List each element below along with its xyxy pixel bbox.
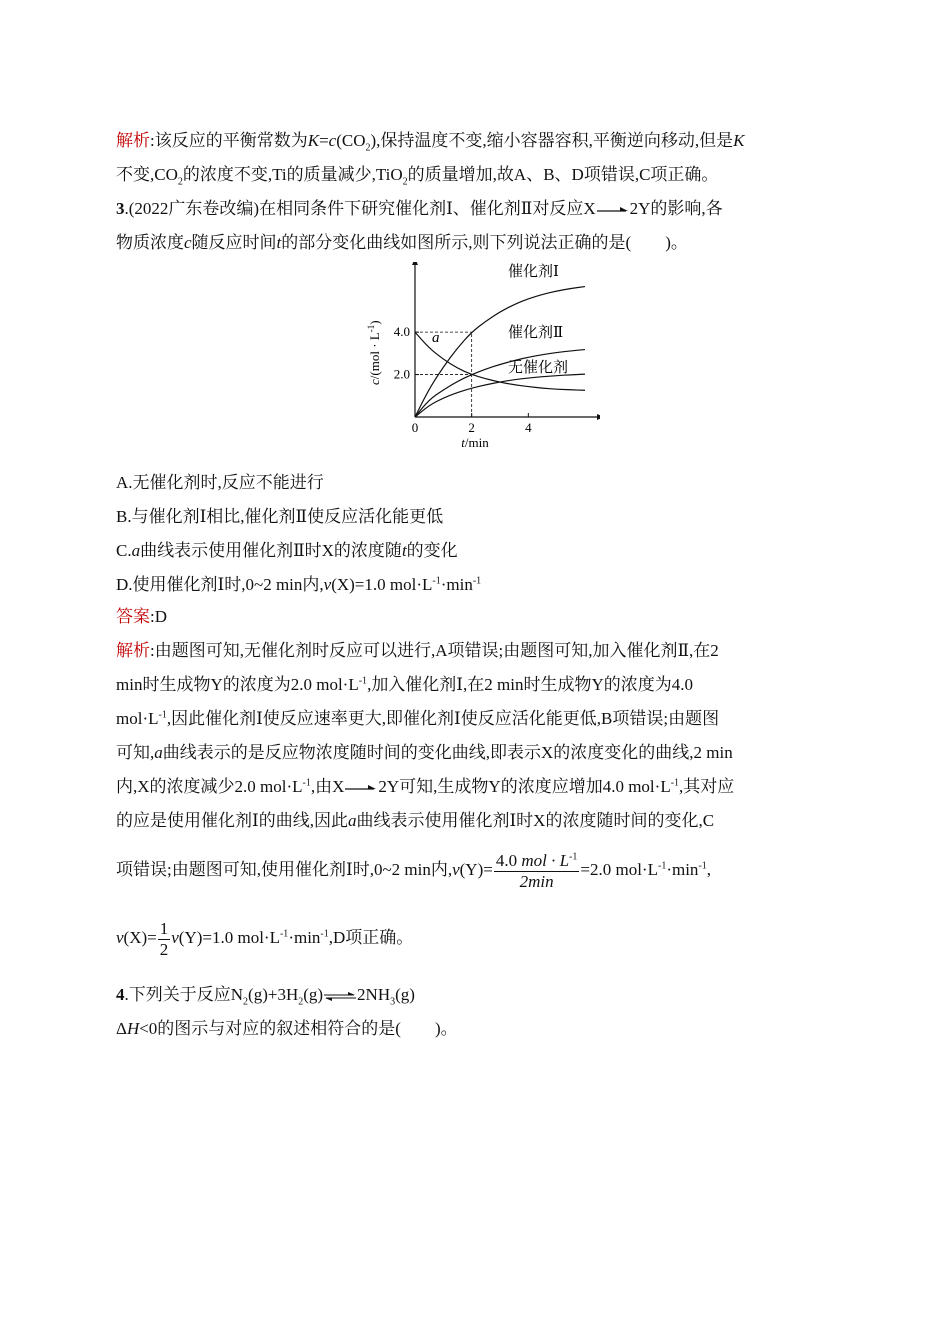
text: 2Y的影响,各	[629, 199, 723, 218]
analysis3-line6	[116, 810, 714, 832]
text: ,	[706, 860, 712, 879]
text: 3	[390, 996, 396, 1008]
x-tick-label: 2	[468, 420, 475, 435]
chart-guides	[415, 332, 472, 417]
text: ,因此催化剂Ⅰ使反应速率更大,即催化剂Ⅰ使反应活化能更低,B项错误;由题图	[166, 709, 720, 728]
text: 不变,CO	[116, 165, 178, 184]
text: ,加入催化剂Ⅰ,在2 min时生成物Y的浓度为4.0	[367, 675, 694, 694]
text: ,D项正确。	[328, 928, 414, 947]
text: (g)+3H	[248, 985, 299, 1004]
x-axis-arrow-icon	[597, 414, 600, 420]
text: 2min	[519, 871, 554, 891]
reaction-arrow-icon	[596, 205, 630, 215]
question-number: 4	[116, 985, 125, 1004]
text: 的变化	[406, 541, 458, 560]
answer-line	[116, 606, 167, 628]
text: -1	[432, 575, 441, 587]
text: C.	[116, 541, 132, 560]
option-b: B.与催化剂Ⅰ相比,催化剂Ⅱ使反应活化能更低	[116, 507, 444, 526]
text: 2	[243, 996, 249, 1008]
chart-curves	[415, 287, 585, 417]
analysis-label: 解析	[116, 641, 150, 660]
text: (Y)=	[459, 860, 493, 879]
text: 4.0	[495, 850, 518, 870]
text: v	[323, 575, 332, 594]
text: ),保持温度不变,缩小容器容积,平衡逆向移动,但是	[370, 131, 734, 150]
text: .(2022广东卷改编)在相同条件下研究催化剂Ⅰ、催化剂Ⅱ对反应X	[124, 199, 596, 218]
text: mol · L	[521, 850, 570, 870]
text: 2	[177, 176, 183, 188]
analysis3-line1	[116, 640, 719, 662]
analysis3-line8	[116, 916, 413, 960]
text: (CO	[336, 131, 366, 150]
answer-label: 答案	[116, 607, 150, 626]
analysis1-line1	[116, 130, 745, 152]
text: 的浓度不变,Ti的质量减少,TiO	[182, 165, 403, 184]
text: -1	[320, 928, 329, 940]
text: 物质浓度	[116, 233, 184, 252]
text: 2Y可知,生成物Y的浓度应增加4.0 mol·L	[378, 777, 671, 796]
text: mol·L	[116, 709, 159, 728]
series-label: a	[432, 330, 440, 346]
y-tick-label: 2.0	[393, 366, 410, 382]
y-tick-label: 4.0	[393, 324, 410, 340]
y-axis-arrow-icon	[412, 262, 418, 265]
question-number: 3	[116, 199, 125, 218]
text: (X)=1.0 mol·L	[331, 575, 433, 594]
text: <0的图示与对应的叙述相符合的是( )。	[139, 1019, 458, 1038]
series-label: 无催化剂	[508, 360, 569, 376]
text: 的质量增加,故A、B、D项错误,C项正确。	[407, 165, 719, 184]
text: =	[319, 131, 329, 150]
analysis3-line2	[116, 674, 693, 696]
text: v	[452, 860, 460, 879]
text: a	[131, 541, 141, 560]
text: =2.0 mol·L	[580, 860, 658, 879]
option-c	[116, 540, 458, 562]
text: 内,X的浓度减少2.0 mol·L	[116, 777, 303, 796]
answer-value: :D	[150, 607, 167, 626]
analysis-label: 解析	[116, 131, 150, 150]
text: 2	[298, 996, 304, 1008]
text: 的部分变化曲线如图所示,则下列说法正确的是( )。	[281, 233, 688, 252]
analysis3-line7	[116, 848, 711, 892]
series-curve	[415, 374, 585, 417]
x-tick-label: 4	[525, 420, 532, 435]
text: -1	[698, 860, 707, 872]
text: ·min	[288, 928, 321, 947]
text: (X)=	[123, 928, 157, 947]
reaction-arrow-icon	[344, 783, 378, 793]
text: v	[116, 928, 124, 947]
text: 曲线表示使用催化剂Ⅰ时X的浓度随时间的变化,C	[356, 811, 715, 830]
series-label: 催化剂Ⅰ	[508, 264, 559, 280]
text: 的应是使用催化剂Ⅰ的曲线,因此	[116, 811, 348, 830]
x-axis-label: t/min	[461, 435, 489, 450]
text: D.使用催化剂Ⅰ时,0~2 min内,	[116, 575, 324, 594]
option-d	[116, 574, 481, 596]
text: v	[171, 928, 179, 947]
analysis3-line3	[116, 708, 719, 730]
text: t	[276, 233, 282, 252]
analysis3-line4	[116, 742, 733, 764]
concentration-time-chart	[360, 262, 600, 452]
q3-line1	[116, 198, 723, 220]
text: -1	[657, 860, 667, 872]
text: a	[154, 743, 163, 762]
text: :该反应的平衡常数为	[150, 131, 308, 150]
text: K	[733, 131, 745, 150]
equilibrium-arrow-icon	[323, 991, 357, 1001]
text: ·min	[440, 575, 473, 594]
text: -1	[472, 575, 482, 587]
rate-fraction	[494, 851, 580, 892]
text: -1	[569, 850, 578, 862]
text: a	[347, 811, 357, 830]
analysis3-line5	[116, 776, 734, 798]
text: :由题图可知,无催化剂时反应可以进行,A项错误;由题图可知,加入催化剂Ⅱ,在2	[150, 641, 719, 660]
text: 曲线表示使用催化剂Ⅱ时X的浓度随	[140, 541, 402, 560]
y-axis-label: $c/(mol \cdot L^{-1})$	[366, 320, 382, 385]
text: 随反应时间	[191, 233, 277, 252]
text: ,其对应	[679, 777, 735, 796]
q3-line2	[116, 232, 688, 254]
text: t	[401, 541, 407, 560]
text: -1	[358, 675, 368, 687]
text: c	[184, 233, 192, 252]
text: Δ	[116, 1019, 127, 1038]
text: 2	[365, 142, 371, 154]
text: -1	[279, 928, 289, 940]
text: -1	[670, 777, 680, 789]
text: ,由X	[310, 777, 345, 796]
chart-axes	[412, 262, 600, 420]
analysis1-line2	[116, 164, 718, 186]
q4-line1	[116, 984, 415, 1006]
series-label: 催化剂Ⅱ	[508, 325, 564, 341]
text: c	[328, 131, 337, 150]
text: -1	[158, 709, 167, 721]
text: (g)	[395, 985, 415, 1004]
option-a: A.无催化剂时,反应不能进行	[116, 473, 324, 492]
half-fraction: $\frac{1}{2}$	[159, 918, 169, 959]
text: 2NH	[357, 985, 391, 1004]
text: -1	[302, 777, 311, 789]
text: (Y)=1.0 mol·L	[178, 928, 280, 947]
x-tick-label: 0	[411, 420, 419, 435]
text: 曲线表示的是反应物浓度随时间的变化曲线,即表示X的浓度变化的曲线,2 min	[162, 743, 733, 762]
text: .下列关于反应N	[124, 985, 244, 1004]
text: K	[307, 131, 320, 150]
q4-line2	[116, 1018, 458, 1040]
text: H	[126, 1019, 140, 1038]
text: 项错误;由题图可知,使用催化剂Ⅰ时,0~2 min内,	[116, 860, 453, 879]
text: ·min	[666, 860, 699, 879]
text: (g)	[303, 985, 324, 1004]
text: 可知,	[116, 743, 155, 762]
text: min时生成物Y的浓度为2.0 mol·L	[116, 675, 359, 694]
text: 2	[402, 176, 408, 188]
